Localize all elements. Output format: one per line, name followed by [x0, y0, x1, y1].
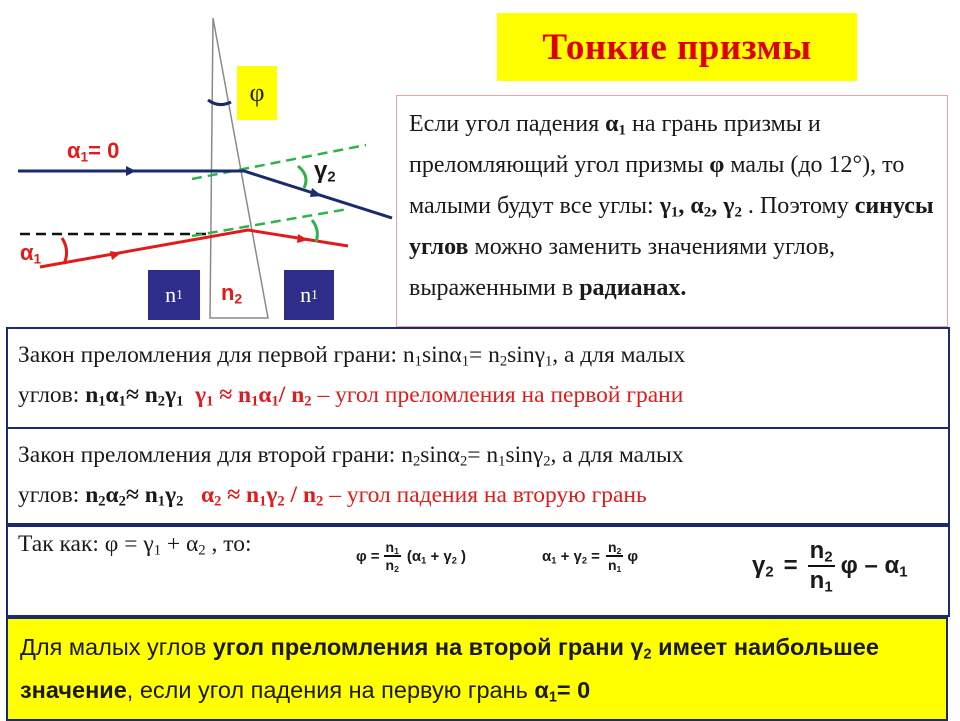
alpha1-label: $\alpha_1$: [20, 240, 42, 267]
medium-n2-label: $n_2$: [221, 280, 243, 307]
derivation-text: Так как: $\varphi = \gamma_1 + \alpha_2$ , то:: [18, 531, 252, 559]
first-face-law-box: [6, 327, 950, 431]
formula-phi: φ = $\frac{n_1}{n_2}$ ($\alpha_1 + \gamma_2$ ): [356, 539, 467, 575]
arrow-blue-2: [310, 188, 322, 197]
formula-gamma2: $\gamma_2$ = $\frac{n_2}{n_1}$ φ – $\alpha_1$: [752, 537, 908, 596]
arrow-blue-1: [126, 166, 136, 176]
fraction-n2-n1: $\frac{n_2}{n_1}$: [607, 539, 622, 575]
medium-n1-right: n 1: [284, 270, 334, 320]
intro-text: Если угол падения $\alpha_1$ на грань призмы и преломляющий угол призмы φ малы (до 12°), то малыми будут все углы: $\gamma_1$, $\alpha_2$, $\gamma_2$ . Поэтому синусы углов можно заменить значениями углов, выраженными в радианах.: [409, 111, 934, 301]
prism-diagram: [0, 0, 400, 330]
gamma2-label: $\gamma_2$: [314, 157, 336, 186]
conclusion-box: [6, 617, 948, 721]
formula-alpha-gamma: $\alpha_1 + \gamma_2$ = $\frac{n_2}{n_1}$ φ: [542, 539, 639, 575]
gamma2-arc-bottom: [312, 220, 317, 242]
second-face-law-text: Закон преломления для второй грани: $n_2\sin\alpha_2= n_1\sin\gamma_2$, а для малых углов: $n_2\alpha_2\approx n_1\gamma_2$ $\alpha_2 \approx n_1\gamma_2 / n_2$ – угол падения на вторую грань: [18, 442, 684, 510]
fraction-n2-n1-big: $\frac{n_2}{n_1}$: [809, 537, 833, 596]
alpha1-arc: [62, 238, 67, 264]
gamma2-arc: [298, 166, 306, 188]
second-face-law-box: [6, 427, 950, 527]
page-title: Тонкие призмы: [542, 26, 812, 68]
first-face-law-text: Закон преломления для первой грани: $n_1\sin\alpha_1= n_2\sin\gamma_1$, а для малых углов: $n_1\alpha_1\approx n_2\gamma_1$ $\gamma_1 \approx n_1\alpha_1/$ $n_2$ – угол преломления на первой грани: [18, 342, 686, 410]
intro-box: [396, 95, 948, 327]
title-box: [497, 13, 857, 81]
fraction-n1-n2: $\frac{n_1}{n_2}$: [385, 539, 399, 575]
prism: [210, 18, 268, 318]
conclusion-text: Для малых углов угол преломления на второй грани $\gamma_2$ имеет наибольшее значение, если угол падения на первую грань $\alpha_1= 0$: [20, 634, 879, 706]
medium-n1-left: n 1: [148, 270, 200, 320]
alpha1-zero-label: $\alpha_1= 0$: [67, 138, 120, 165]
phi-label: φ: [237, 66, 277, 120]
derivation-box: [6, 523, 950, 617]
